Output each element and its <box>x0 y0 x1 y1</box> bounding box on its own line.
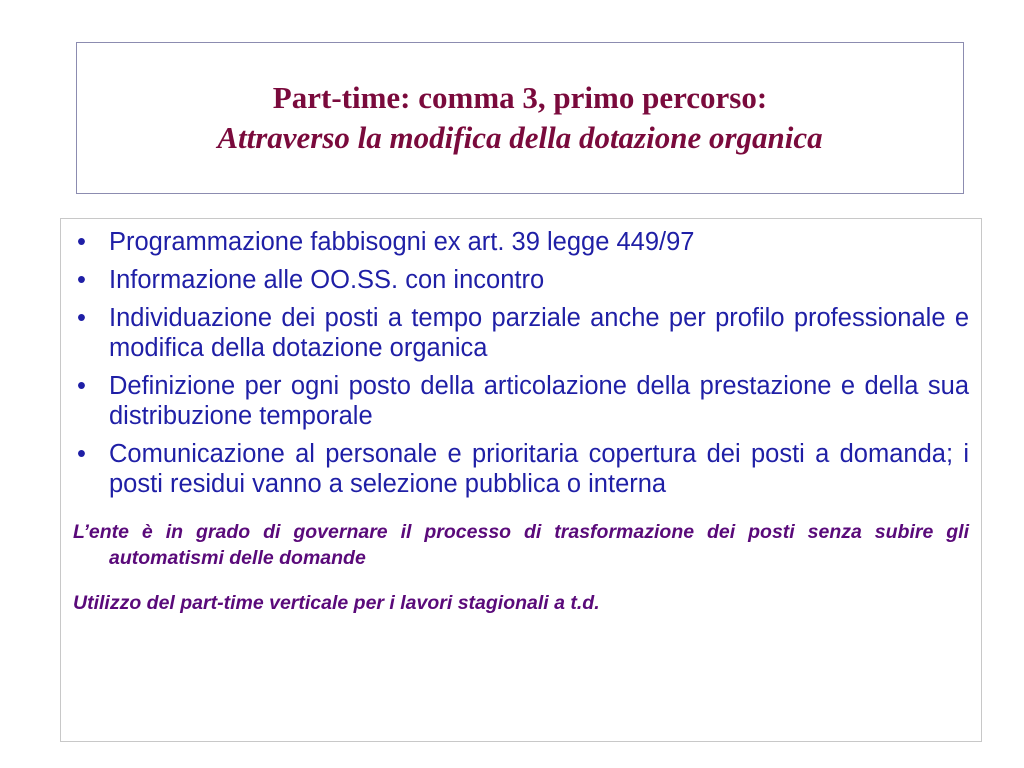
bullet-text: Definizione per ogni posto della articolazione della prestazione e della sua distribuzione temporale <box>109 372 969 430</box>
bullet-text: Comunicazione al personale e prioritaria copertura dei posti a domanda; i posti residui vanno a selezione pubblica o interna <box>109 440 969 498</box>
bullet-item <box>73 371 969 431</box>
slide-subtitle: Attraverso la modifica della dotazione organica <box>217 120 823 155</box>
bullet-item <box>73 227 969 257</box>
bullet-text: Individuazione dei posti a tempo parziale anche per profilo professionale e modifica della dotazione organica <box>109 304 969 362</box>
note-text: L’ente è in grado di governare il processo di trasformazione dei posti senza subire gli automatismi delle domande <box>73 520 969 569</box>
bullet-item <box>73 439 969 499</box>
bullet-icon: • <box>77 304 86 332</box>
bullet-item <box>73 265 969 295</box>
bullet-item <box>73 303 969 363</box>
bullet-icon: • <box>77 440 86 468</box>
note-text: Utilizzo del part-time verticale per i lavori stagionali a t.d. <box>73 592 600 614</box>
bullet-icon: • <box>77 228 86 256</box>
content-box <box>60 218 982 742</box>
bullet-icon: • <box>77 372 86 400</box>
slide-title: Part-time: comma 3, primo percorso: <box>272 80 768 115</box>
bullet-text: Programmazione fabbisogni ex art. 39 legge 449/97 <box>109 228 695 256</box>
title-box <box>76 42 964 194</box>
bullet-text: Informazione alle OO.SS. con incontro <box>109 266 545 294</box>
bullet-icon: • <box>77 266 86 294</box>
bullet-list <box>73 227 969 499</box>
